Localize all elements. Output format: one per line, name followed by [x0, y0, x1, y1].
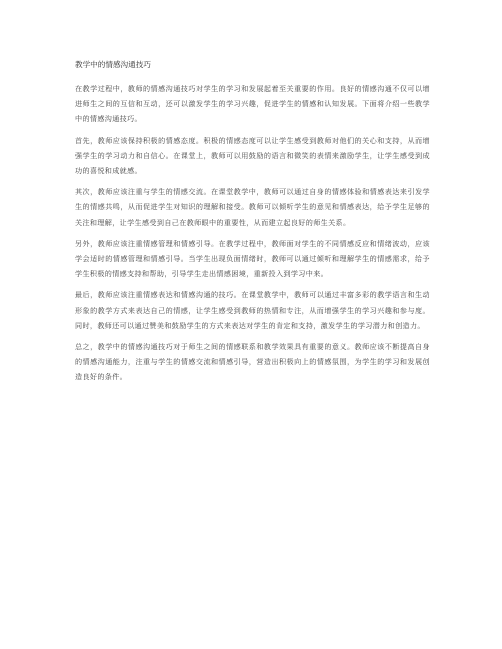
paragraph-fourth: 最后，教师应该注重情感表达和情感沟通的技巧。在课堂教学中，教师可以通过丰富多彩的教学语言和生动形象的教学方式来表达自己的情感，让学生感受到教师的热情和专注，从而增强学生的学习兴趣和参与度。同时，教师还可以通过赞美和鼓励学生的方式来表达对学生的肯定和支持，激发学生的学习潜力和创造力。	[75, 290, 430, 330]
document-body	[75, 59, 430, 391]
paragraph-first: 首先，教师应该保持积极的情感态度。积极的情感态度可以让学生感受到教师对他们的关心和支持，从而增强学生的学习动力和自信心。在课堂上，教师可以用鼓励的语言和微笑的表情来激励学生，让学生感受到成功的喜悦和成就感。	[75, 135, 430, 176]
paragraph-third: 另外，教师应该注重情感管理和情感引导。在教学过程中，教师面对学生的不同情感反应和情绪波动，应该学会适时的情感管理和情感引导。当学生出现负面情绪时，教师可以通过倾听和理解学生的情感需求，给予学生积极的情感支持和帮助，引导学生走出情感困境，重新投入到学习中来。	[75, 238, 430, 279]
paragraph-second: 其次，教师应该注重与学生的情感交流。在课堂教学中，教师可以通过自身的情感体验和情感表达来引发学生的情感共鸣，从而促进学生对知识的理解和接受。教师可以倾听学生的意见和情感表达，给予学生足够的关注和理解，让学生感受到自己在教师眼中的重要性，从而建立起良好的师生关系。	[75, 187, 430, 227]
paragraph-intro: 在教学过程中，教师的情感沟通技巧对学生的学习和发展起着至关重要的作用。良好的情感沟通不仅可以增进师生之间的互信和互动，还可以激发学生的学习兴趣，促进学生的情感和认知发展。下面将介绍一些教学中的情感沟通技巧。	[75, 84, 430, 124]
document-title: 教学中的情感沟通技巧	[75, 60, 151, 69]
paragraph-conclusion: 总之，教学中的情感沟通技巧对于师生之间的情感联系和教学效果具有重要的意义。教师应该不断提高自身的情感沟通能力，注重与学生的情感交流和情感引导，营造出积极向上的情感氛围，为学生的学习和发展创造良好的条件。	[75, 342, 430, 382]
